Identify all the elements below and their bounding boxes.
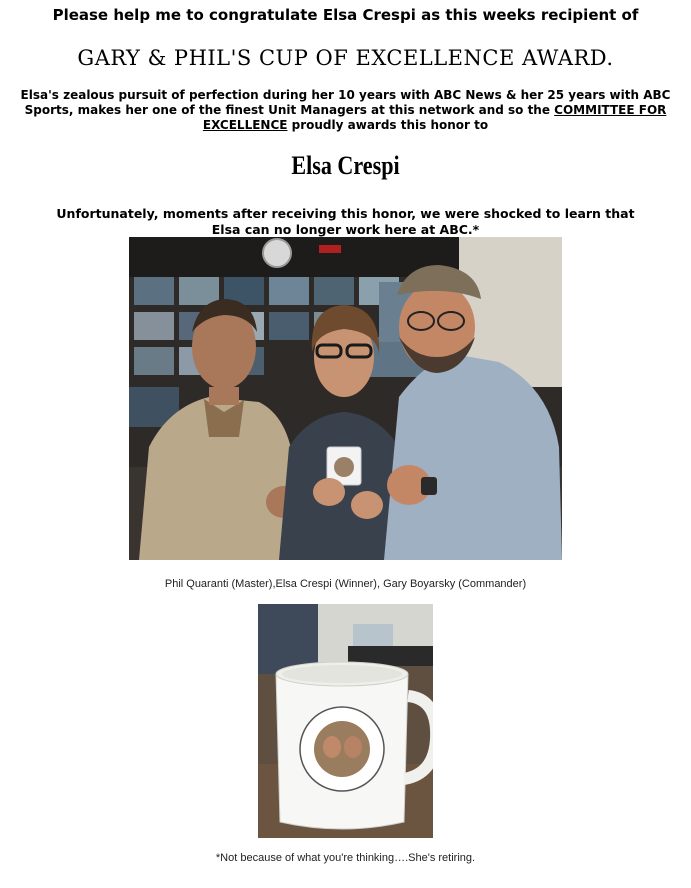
mug-photo-illustration xyxy=(258,604,433,838)
award-paragraph xyxy=(20,88,671,133)
unfortunately-text: Unfortunately, moments after receiving this honor, we were shocked to learn that Elsa can no longer work here at ABC.* xyxy=(56,206,635,237)
award-title: GARY & PHIL'S CUP OF EXCELLENCE AWARD. xyxy=(77,46,614,70)
winner-name: Elsa Crespi xyxy=(291,151,400,180)
paragraph-part1: Elsa's zealous pursuit of perfection during her 10 years with ABC News & her 25 years with ABC Sports, makes her one of the finest Unit Managers at this network and so the xyxy=(20,88,671,117)
intro-line: Please help me to congratulate Elsa Crespi as this weeks recipient of xyxy=(52,6,639,24)
paragraph-part2: proudly awards this honor to xyxy=(287,118,489,132)
photo-caption: Phil Quaranti (Master),Elsa Crespi (Winner), Gary Boyarsky (Commander) xyxy=(164,578,527,590)
committee-name: COMMITTEE FOR EXCELLENCE xyxy=(202,103,667,132)
group-photo-illustration xyxy=(129,237,562,560)
footnote: *Not because of what you're thinking….She's retiring. xyxy=(215,852,476,864)
group-photo xyxy=(129,237,562,560)
mug-photo xyxy=(258,604,433,838)
